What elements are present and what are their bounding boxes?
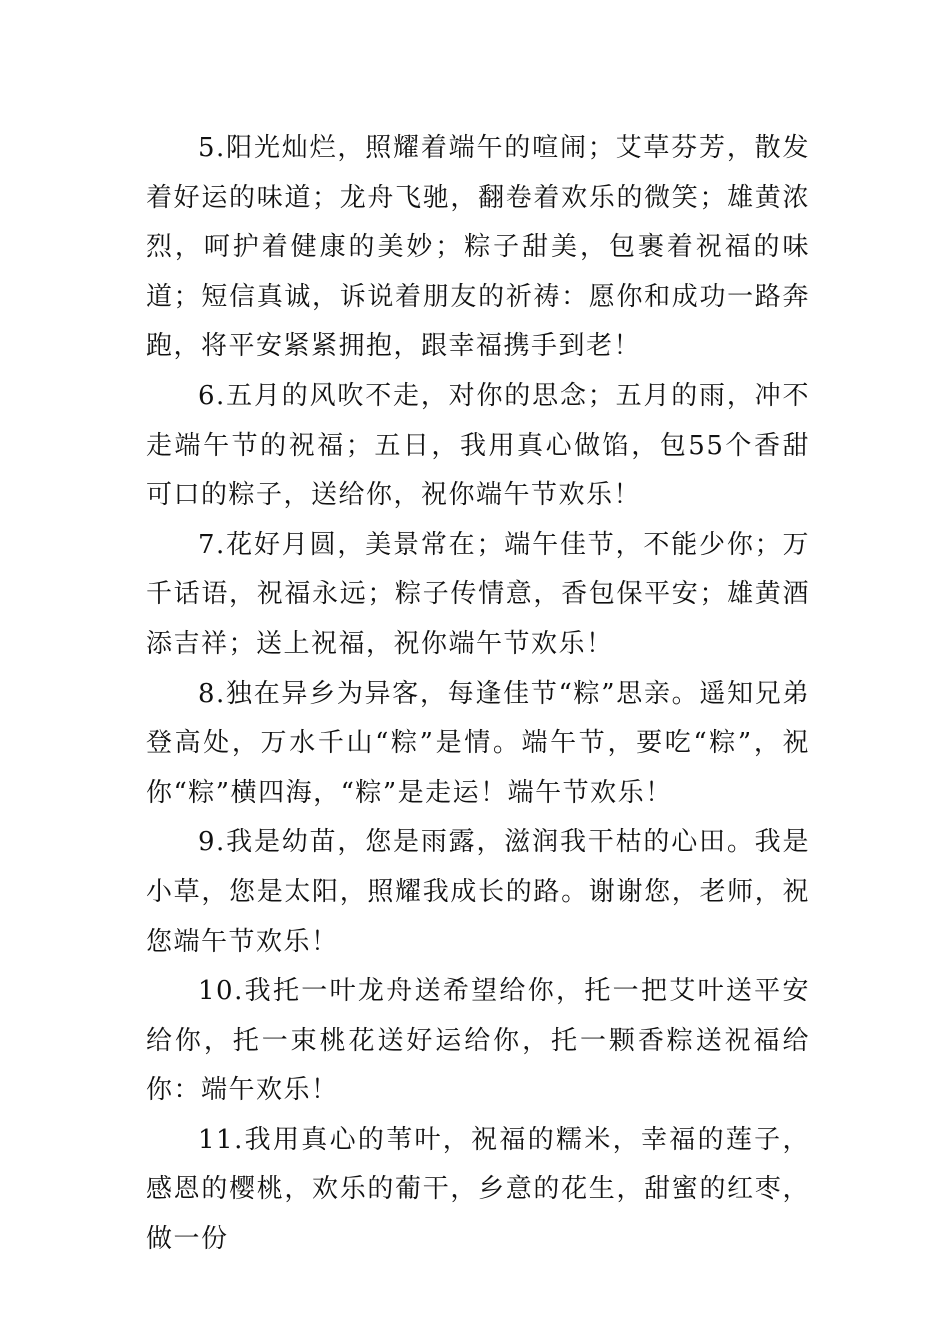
paragraph-5: 5.阳光灿烂，照耀着端午的喧闹；艾草芬芳，散发着好运的味道；龙舟飞驰，翻卷着欢乐的微笑；雄黄浓烈，呵护着健康的美妙；粽子甜美，包裹着祝福的味道；短信真诚，诉说着朋友的祈祷：愿你和成功一路奔跑，将平安紧紧拥抱，跟幸福携手到老！ (146, 133, 810, 362)
paragraph-11: 11.我用真心的苇叶，祝福的糯米，幸福的莲子，感恩的樱桃，欢乐的葡干，乡意的花生，甜蜜的红枣，做一份 (146, 1124, 810, 1255)
paragraph-9: 9.我是幼苗，您是雨露，滋润我干枯的心田。我是小草，您是太阳，照耀我成长的路。谢谢您，老师，祝您端午节欢乐！ (146, 827, 810, 957)
paragraph-8: 8.独在异乡为异客，每逢佳节“粽”思亲。遥知兄弟登高处，万水千山“粽”是情。端午节，要吃“粽”，祝你“粽”横四海，“粽”是走运！端午节欢乐！ (146, 678, 810, 808)
paragraph-10: 10.我托一叶龙舟送希望给你，托一把艾叶送平安给你，托一束桃花送好运给你，托一颗香粽送祝福给你：端午欢乐！ (146, 976, 810, 1106)
paragraph-7: 7.花好月圆，美景常在；端午佳节，不能少你；万千话语，祝福永远；粽子传情意，香包保平安；雄黄酒添吉祥；送上祝福，祝你端午节欢乐！ (146, 529, 810, 659)
document-body (146, 124, 810, 1265)
paragraph-6: 6.五月的风吹不走，对你的思念；五月的雨，冲不走端午节的祝福；五日，我用真心做馅，包55个香甜可口的粽子，送给你，祝你端午节欢乐！ (146, 380, 810, 511)
